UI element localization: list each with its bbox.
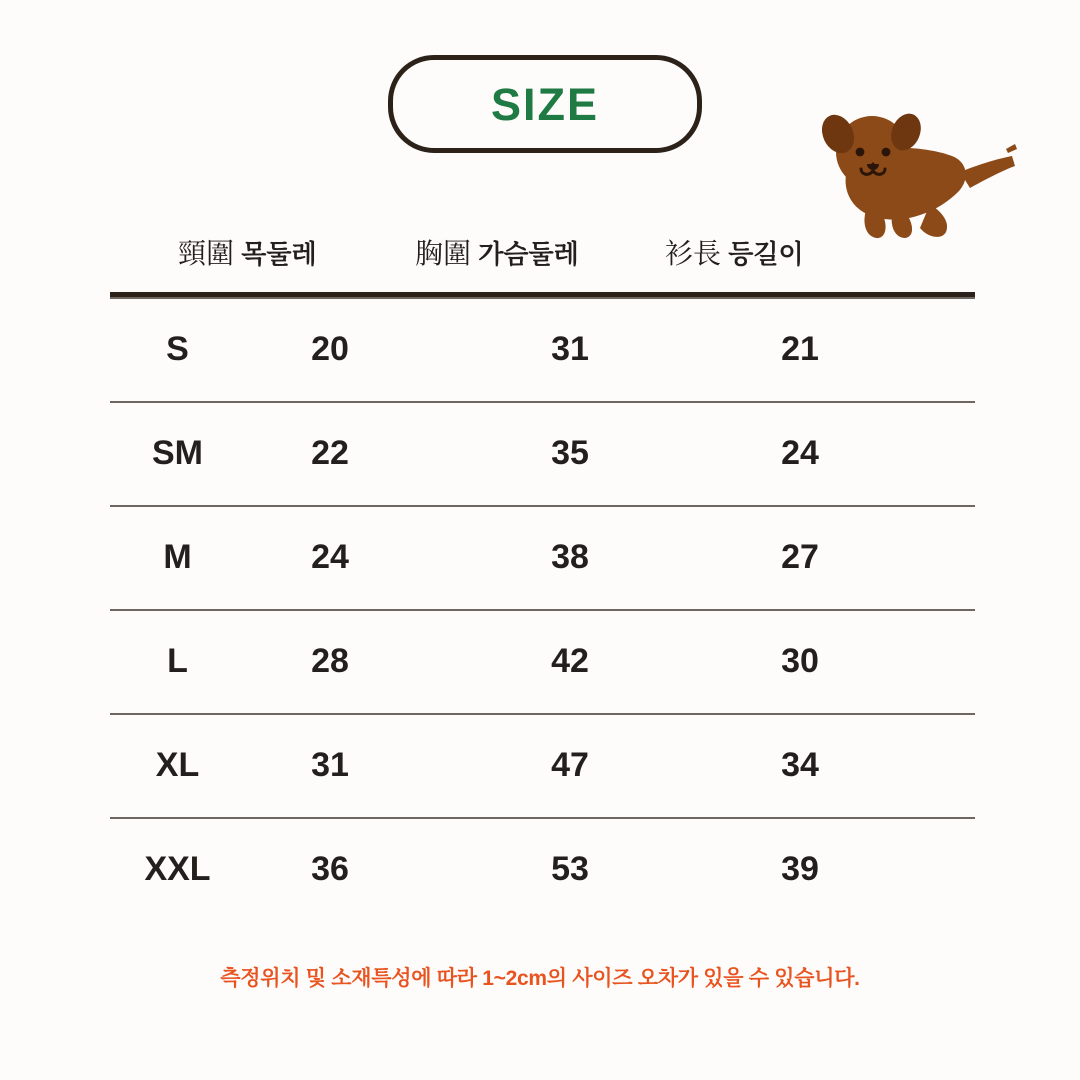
column-header-back xyxy=(665,232,804,272)
cell-back: 21 xyxy=(781,329,819,368)
table-row xyxy=(110,297,975,401)
cell-back: 39 xyxy=(781,849,819,888)
cell-chest: 38 xyxy=(551,537,589,576)
cell-chest: 42 xyxy=(551,641,589,680)
cell-chest: 47 xyxy=(551,745,589,784)
size-badge-label: SIZE xyxy=(490,78,600,130)
column-header-neck-korean: 목둘레 xyxy=(241,239,317,269)
column-header-back-korean: 등길이 xyxy=(728,239,804,269)
cell-back: 24 xyxy=(781,433,819,472)
size-badge xyxy=(388,55,702,153)
cell-size: M xyxy=(163,537,192,576)
cell-back: 27 xyxy=(781,537,819,576)
table-row xyxy=(110,401,975,505)
measurement-tolerance-note: 측정위치 및 소재특성에 따라 1~2cm의 사이즈 오차가 있을 수 있습니다. xyxy=(220,967,860,990)
cell-neck: 31 xyxy=(311,745,349,784)
table-column-headers xyxy=(110,228,975,274)
cell-neck: 36 xyxy=(311,849,349,888)
column-header-chest xyxy=(415,232,579,272)
size-chart-table xyxy=(110,292,975,921)
cell-chest: 35 xyxy=(551,433,589,472)
cell-back: 30 xyxy=(781,641,819,680)
column-header-neck xyxy=(178,232,317,272)
cell-size: XXL xyxy=(144,849,211,888)
cell-size: SM xyxy=(152,433,203,472)
cell-neck: 24 xyxy=(311,537,349,576)
cell-chest: 53 xyxy=(551,849,589,888)
cell-size: L xyxy=(167,641,188,680)
table-row xyxy=(110,609,975,713)
table-row xyxy=(110,817,975,921)
table-row xyxy=(110,713,975,817)
column-header-back-hanja: 衫長 xyxy=(665,238,722,269)
cell-back: 34 xyxy=(781,745,819,784)
column-header-neck-hanja: 頸圍 xyxy=(178,238,235,269)
table-row xyxy=(110,505,975,609)
cell-chest: 31 xyxy=(551,329,589,368)
cell-neck: 20 xyxy=(311,329,349,368)
cell-neck: 22 xyxy=(311,433,349,472)
column-header-chest-hanja: 胸圍 xyxy=(415,238,472,269)
cell-size: S xyxy=(166,329,189,368)
cell-size: XL xyxy=(155,745,200,784)
column-header-chest-korean: 가슴둘레 xyxy=(478,239,579,269)
cell-neck: 28 xyxy=(311,641,349,680)
